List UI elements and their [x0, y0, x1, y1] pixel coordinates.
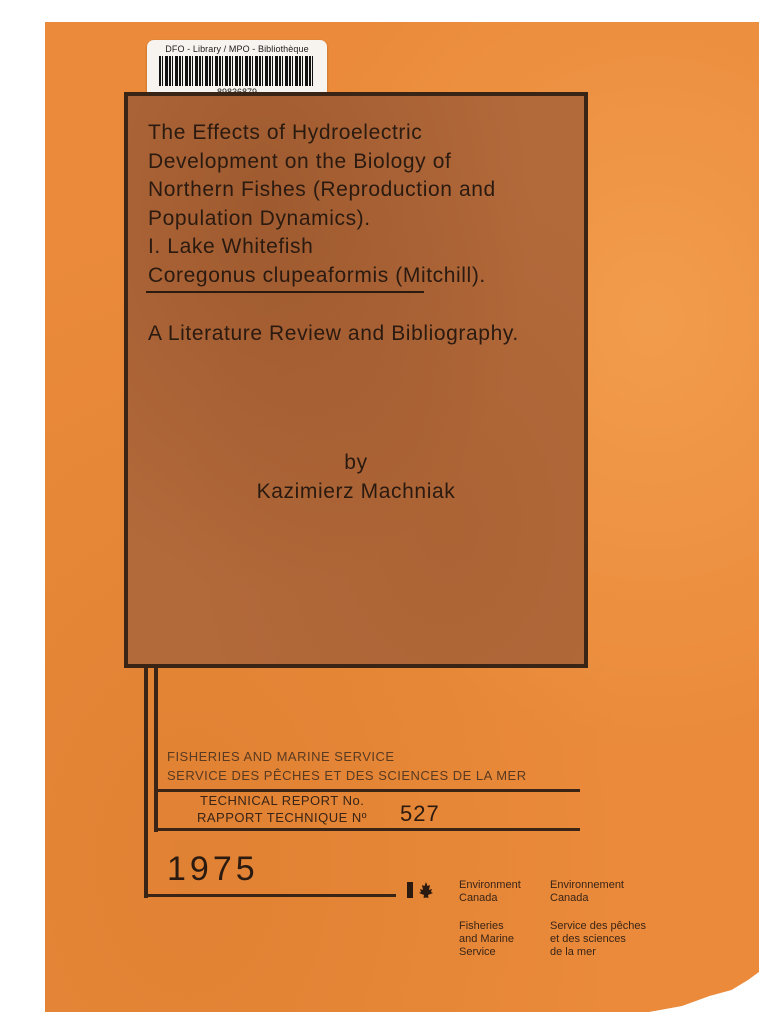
title-line-4: Population Dynamics).: [148, 207, 371, 230]
title-line-5: I. Lake Whitefish: [148, 235, 314, 258]
frame-rule: [144, 894, 396, 897]
title-box: [124, 92, 588, 668]
rapport-technique-label: RAPPORT TECHNIQUE Nº: [197, 810, 368, 825]
title-line-2: Development on the Biology of: [148, 150, 452, 173]
torn-corner: [649, 972, 759, 1012]
environment-canada-en: Environment Canada: [459, 879, 521, 904]
environment-canada-fr: Environnement Canada: [550, 879, 624, 904]
species-authority: (Mitchill).: [395, 264, 486, 287]
report-number: 527: [400, 801, 440, 826]
frame-rule: [154, 664, 158, 832]
fisheries-marine-service-en: Fisheries and Marine Service: [459, 920, 515, 958]
title-line-3: Northern Fishes (Reproduction and: [148, 178, 496, 201]
publication-year: 1975: [167, 850, 259, 888]
author-name: Kazimierz Machniak: [256, 480, 456, 503]
service-name-fr: SERVICE DES PÊCHES ET DES SCIENCES DE LA MER: [167, 768, 527, 783]
service-name-en: FISHERIES AND MARINE SERVICE: [167, 749, 395, 764]
frame-rule: [154, 828, 580, 831]
subtitle: A Literature Review and Bibliography.: [148, 322, 519, 345]
species-name: Coregonus clupeaformis: [148, 264, 389, 287]
species-underline: [146, 291, 424, 293]
fisheries-marine-service-fr: Service des pêches et des sciences de la mer: [550, 920, 646, 958]
frame-rule: [144, 664, 148, 898]
frame-rule: [154, 789, 580, 792]
species-line: [148, 263, 486, 289]
canada-flag-icon: [407, 880, 437, 900]
barcode: [159, 56, 315, 86]
title-line-1: The Effects of Hydroelectric: [148, 121, 423, 144]
technical-report-label: TECHNICAL REPORT No.: [200, 793, 365, 808]
library-name: DFO - Library / MPO - Bibliothèque: [165, 44, 309, 54]
by-label: by: [344, 451, 368, 474]
